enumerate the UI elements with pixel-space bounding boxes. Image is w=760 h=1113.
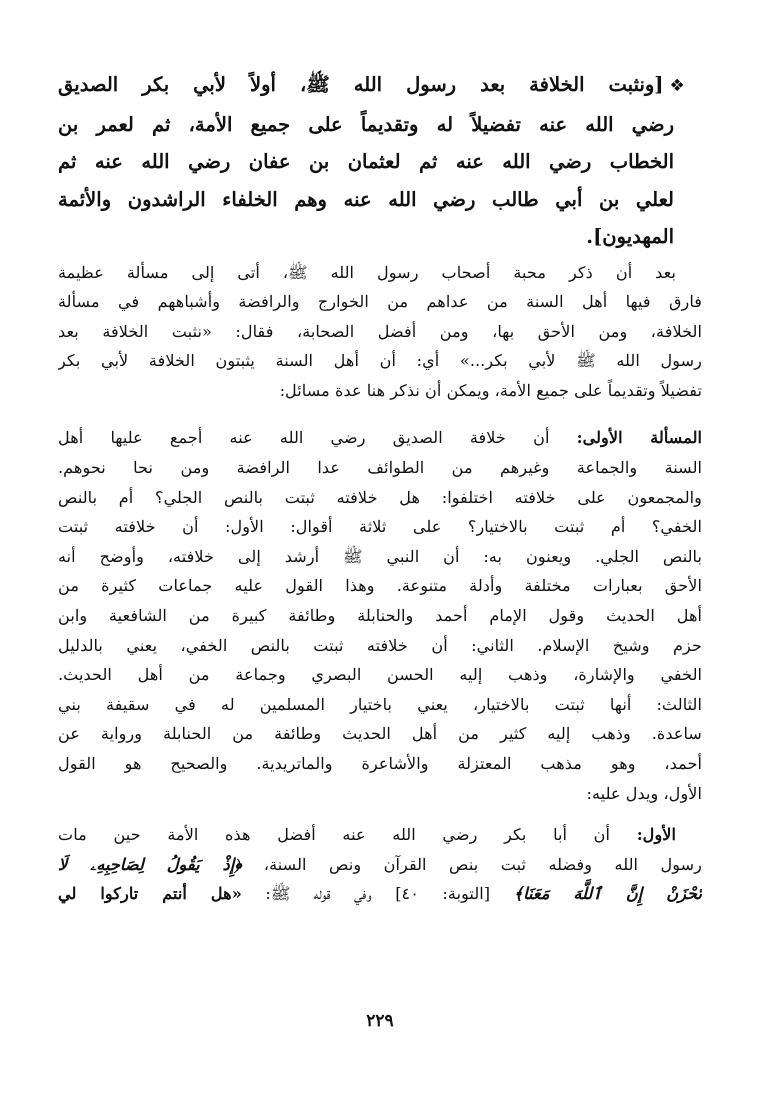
quran-verse-part-1: ﴿إِذْ يَقُولُ لِصَاحِبِهِۦ لَا (58, 854, 242, 874)
issue-one-lead: المسألة الأولى: (576, 428, 702, 448)
issue-one-line-2: السنة والجماعة وغيرهم من الطوائف عدا الرافضة ومن نحا نحوهم. (58, 458, 702, 478)
heading-line-5: المهديون]. (586, 225, 674, 248)
hadith-quote: «هل أنتم تاركوا لي (58, 884, 242, 904)
issue-one-line-9: الخفي والإشارة، وذهب إليه الحسن البصري وجماعة من أهل الحديث. (58, 665, 702, 685)
intro-line-1: بعد أن ذكر محبة أصحاب رسول الله ﷺ، أتى إلى مسألة عظيمة (58, 262, 676, 282)
first-proof-line-2: رسول الله وفضله ثبت بنص القرآن ونص السنة، ﴿إِذْ يَقُولُ لِصَاحِبِهِۦ لَا (58, 854, 702, 874)
heading-line-3: الخطاب رضي الله عنه ثم لعثمان بن عفان رضي الله عنه ثم (58, 150, 674, 173)
intro-line-3: الخلافة، ومن الأحق بها، ومن أفضل الصحابة، فقال: «نثبت الخلافة بعد (58, 321, 702, 341)
issue-one-line-8: حزم وشيخ الإسلام. الثاني: أن خلافته ثبتت بالنص الخفي، يعني بالدليل (58, 635, 702, 655)
intro-line-5: تفضيلاً وتقديماً على جميع الأمة، ويمكن أن نذكر هنا عدة مسائل: (279, 380, 702, 400)
issue-one-line-6: الأحق بعبارات مختلفة وأدلة متنوعة. وهذا القول عليه جماعات كثيرة من (58, 576, 702, 596)
heading-line-1: ❖[ونثبت الخلافة بعد رسول الله ﷺ، أولاً لأبي بكر الصديق (58, 73, 702, 96)
page-number: ٢٢٩ (366, 1011, 394, 1031)
issue-one-line-11: ساعدة. وذهب إليه كثير من أهل الحديث وطائفة من الحنابلة ورواية عن (58, 724, 702, 744)
issue-one-line-4: الخفي؟ أم ثبتت بالاختيار؟ على ثلاثة أقوال: الأول: أن خلافته ثبتت (58, 517, 702, 537)
first-proof-line-1: الأول: أن أبا بكر رضي الله عنه أفضل هذه الأمة حين مات (58, 825, 676, 845)
issue-one-paragraph (58, 423, 702, 808)
issue-one-line-5: بالنص الجلي. ويعنون به: أن النبي ﷺ أرشد إلى خلافته، وأوضح أنه (58, 546, 702, 566)
first-proof-lead: الأول: (636, 825, 676, 845)
first-proof-paragraph (58, 820, 702, 909)
bullet-diamond-icon: ❖ (669, 76, 702, 96)
issue-one-line-10: الثالث: أنها ثبتت بالاختيار، يعني باختيار المسلمين له في سقيفة بني (58, 694, 702, 714)
issue-one-line-1: المسألة الأولى: أن خلافة الصديق رضي الله عنه أجمع عليها أهل (58, 428, 702, 448)
intro-paragraph (58, 258, 702, 406)
page-content (58, 66, 702, 909)
heading-line-4: لعلي بن أبي طالب رضي الله عنه وهم الخلفاء الراشدون والأئمة (58, 187, 674, 211)
intro-line-2: فارق فيها أهل السنة من عداهم من الخوارج والرافضة وأشباههم في مسألة (58, 292, 702, 312)
issue-one-line-12: أحمد، وهو مذهب المعتزلة والأشاعرة والماتريدية. والصحيح هو القول (58, 754, 702, 773)
issue-one-line-13: الأول، ويدل عليه: (586, 783, 702, 803)
quran-verse-part-2: تَحْزَنْ إِنَّ ٱللَّهَ مَعَنَا﴾ (513, 884, 702, 904)
matn-heading (58, 66, 702, 256)
issue-one-line-3: والمجمعون على خلافته اختلفوا: هل خلافته ثبتت بالنص الجلي؟ أم بالنص (58, 487, 702, 507)
first-proof-line-3 (58, 879, 702, 909)
intro-line-4: رسول الله ﷺ لأبي بكر...» أي: أن أهل السنة يثبتون الخلافة لأبي بكر (58, 351, 702, 371)
verse-reference: [التوبة: ٤٠] وفي قوله ﷺ: (241, 884, 514, 904)
issue-one-line-7: أهل الحديث وقول الإمام أحمد والحنابلة وطائفة كبيرة من الشافعية وابن (58, 606, 702, 626)
heading-line-2: رضي الله عنه تفضيلاً له وتقديماً على جميع الأمة، ثم لعمر بن (58, 112, 674, 136)
